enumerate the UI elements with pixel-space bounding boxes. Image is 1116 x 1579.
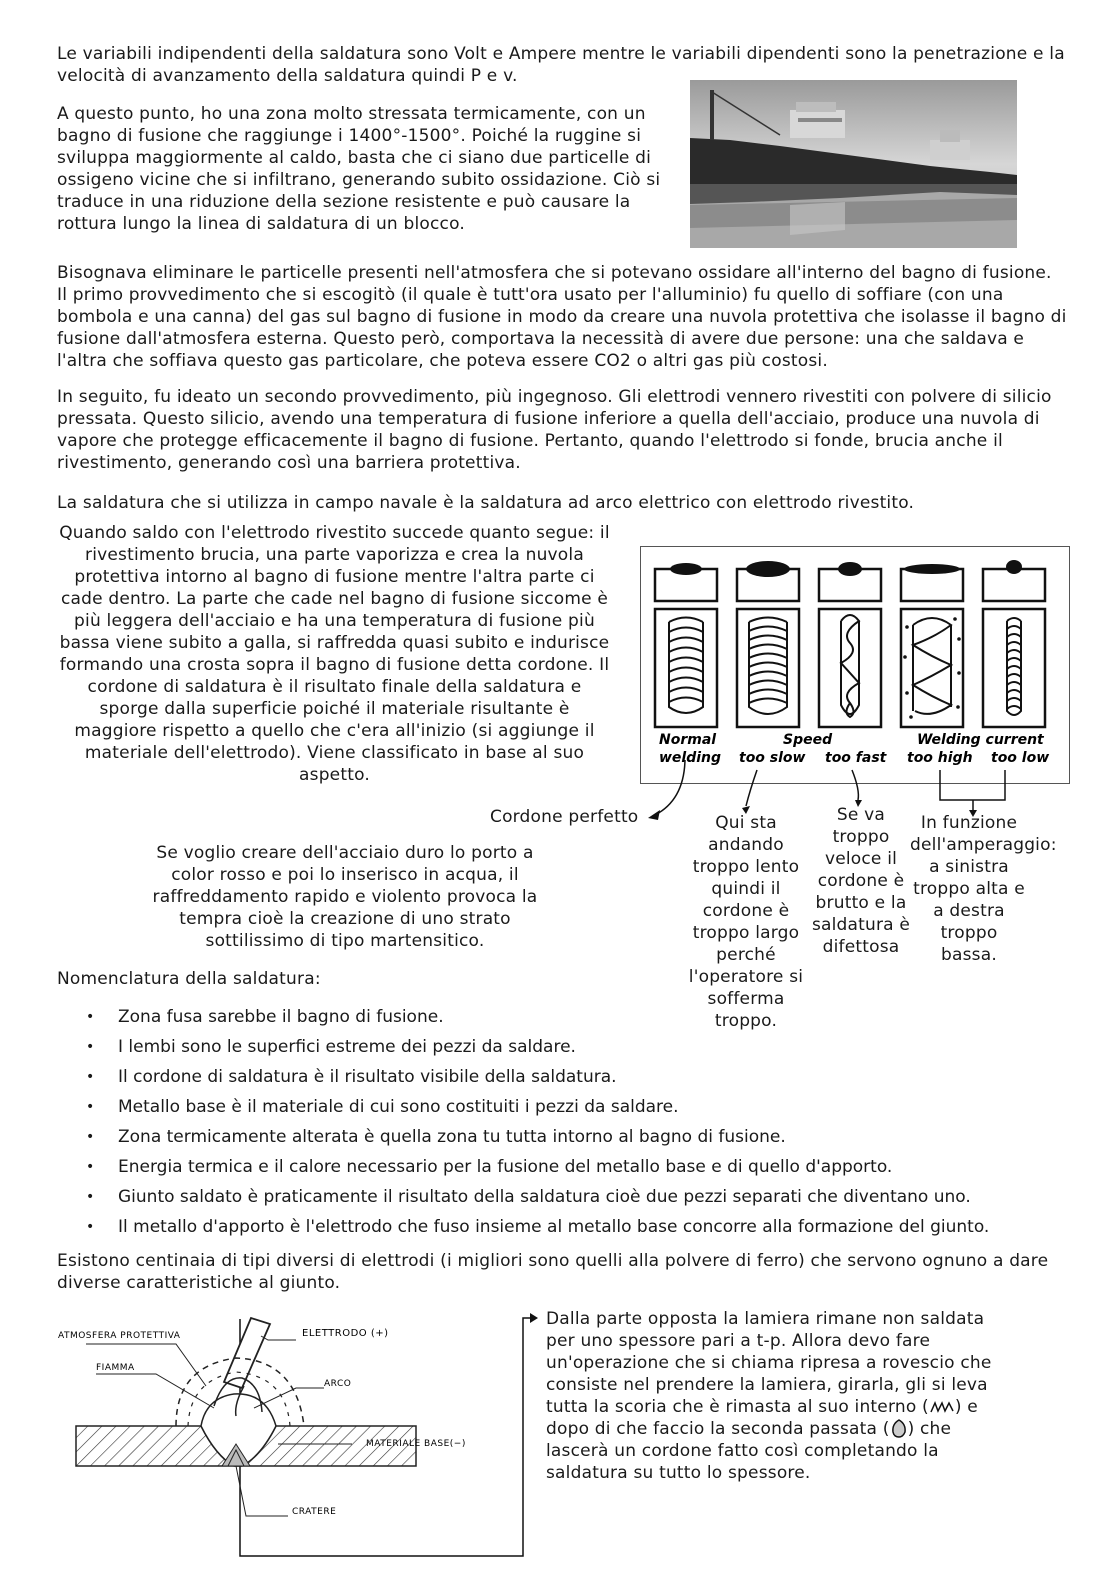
label-materiale-base: MATERIALE BASE(−)	[366, 1439, 466, 1449]
intro-paragraph: Le variabili indipendenti della saldatura sono Volt e Ampere mentre le variabili dipendenti sono la penetrazione e la velocità di avanzamento della saldatura quindi P e v.	[57, 44, 1065, 86]
arrow-normal	[655, 760, 685, 815]
list-item: • Metallo base è il materiale di cui sono costituiti i pezzi da saldare.	[86, 1096, 1086, 1126]
label-atmosfera: ATMOSFERA PROTETTIVA	[58, 1331, 181, 1341]
list-item: • Il metallo d'apporto è l'elettrodo che fuso insieme al metallo base concorre alla formazione del giunto.	[86, 1216, 1086, 1246]
slag-icon	[929, 1400, 955, 1414]
list-item: • Zona termicamente alterata è quella zona tu tutta intorno al bagno di fusione.	[86, 1126, 1086, 1156]
label-normal: Normal	[659, 732, 717, 748]
label-speed: Speed	[783, 732, 833, 748]
label-arco: ARCO	[324, 1379, 352, 1389]
label-too-slow: too slow	[739, 750, 806, 766]
label-welding: welding	[659, 750, 722, 766]
list-item: • Giunto saldato è praticamente il risultato della saldatura cioè due pezzi separati che diventano uno.	[86, 1186, 1086, 1216]
reverse-pass-paragraph	[546, 1308, 1016, 1484]
label-too-high: too high	[907, 750, 973, 766]
label-welding-current: Welding current	[917, 732, 1044, 748]
thermal-stress-paragraph: A questo punto, ho una zona molto stressata termicamente, con un bagno di fusione che raggiunge i 1400°-1500°. Poiché la ruggine si sviluppa maggiormente al caldo, basta che ci siano due particelle di ossigeno vicine che si infiltrano, generando subito ossidazione. Ciò si traduce in una riduzione della sezione resistente e può causare la rottura lungo la linea di saldatura di un blocco.	[57, 104, 661, 234]
reverse-pass-text-3: ) che lascerà un cordone fatto così completando la saldatura su tutto lo spessore.	[546, 1419, 952, 1483]
nomenclature-title: Nomenclatura della saldatura:	[57, 969, 321, 989]
reverse-pass-text-1: Dalla parte opposta la lamiera rimane non saldata per uno spessore pari a t-p. Allora devo fare un'operazione che si chiama ripresa a rovescio che consiste nel prendere la lamiera, girarla, gli si leva tutta la scoria che è rimasta al suo interno (	[546, 1309, 992, 1417]
list-item: • Il cordone di saldatura è il risultato visibile della saldatura.	[86, 1066, 1086, 1096]
tempra-paragraph: Se voglio creare dell'acciaio duro lo porto a color rosso e poi lo inserisco in acqua, il raffreddamento rapido e violento provoca la tempra cioè la creazione di uno strato sottilissimo di tipo martensitico.	[152, 843, 538, 951]
arc-welding-diagram	[56, 1316, 486, 1534]
naval-welding-paragraph: La saldatura che si utilizza in campo navale è la saldatura ad arco elettrico con elettrodo rivestito.	[57, 493, 915, 513]
label-cratere: CRATERE	[292, 1507, 337, 1517]
label-too-low: too low	[991, 750, 1050, 766]
label-too-fast: too fast	[825, 750, 887, 766]
list-item: • Energia termica e il calore necessario per la fusione del metallo base e di quello d'apporto.	[86, 1156, 1086, 1186]
cordone-paragraph: Quando saldo con l'elettrodo rivestito succede quanto segue: il rivestimento brucia, una parte vaporizza e crea la nuvola protettiva intorno al bagno di fusione mentre l'altra parte ci cade dentro. La parte che cade nel bagno di fusione siccome è più leggera dell'acciaio e ha una temperatura di fusione più bassa viene subito a galla, si raffredda quasi subito e indurisce formando una crosta sopra il bagno di fusione detta cordone. Il cordone di saldatura è il risultato finale della saldatura e sporge dalla superficie poiché il materiale risultante è maggiore rispetto a quello che c'era all'inizio (si aggiunge il materiale dell'elettrodo). Viene classificato in base al suo aspetto.	[59, 523, 610, 785]
note-too-fast: Se va troppo veloce il cordone è brutto e la saldatura è difettosa	[811, 805, 911, 957]
label-fiamma: FIAMMA	[96, 1363, 135, 1373]
list-item: • Zona fusa sarebbe il bagno di fusione.	[86, 1006, 1086, 1036]
note-cordone-perfetto: Cordone perfetto	[490, 807, 639, 827]
gas-shield-paragraph: Bisognava eliminare le particelle presenti nell'atmosfera che si potevano ossidare all'interno del bagno di fusione. Il primo provvedimento che si escogitò (il quale è tutt'ora usato per l'alluminio) fu quello di soffiare (con una bombola e una canna) del gas sul bagno di fusione in modo da creare una nuvola protettiva che isolasse il bagno di fusione dall'atmosfera esterna. Questo però, comportava la necessità di avere due persone: una che saldava e l'altra che soffiava questo gas particolare, che poteva essere CO2 o altri gas più costosi.	[57, 263, 1067, 371]
list-item: • I lembi sono le superfici estreme dei pezzi da saldare.	[86, 1036, 1086, 1066]
note-current: In funzione dell'amperaggio: a sinistra troppo alta e a destra troppo bassa.	[910, 813, 1057, 965]
nomenclature-list	[86, 1006, 1086, 1246]
note-too-slow: Qui sta andando troppo lento quindi il cordone è troppo largo perché l'operatore si sofferma troppo.	[688, 813, 804, 1031]
label-elettrodo: ELETTRODO (+)	[302, 1328, 389, 1339]
bead-icon	[890, 1418, 908, 1438]
electrode-types-paragraph: Esistono centinaia di tipi diversi di elettrodi (i migliori sono quelli alla polvere di ferro) che servono ognuno a dare diverse caratteristiche al giunto.	[57, 1251, 1049, 1293]
reverse-pass-text-2: ) e dopo di che faccio la seconda passata (	[546, 1397, 978, 1439]
coated-electrode-paragraph: In seguito, fu ideato un secondo provvedimento, più ingegnoso. Gli elettrodi vennero rivestiti con polvere di silicio pressata. Questo silicio, avendo una temperatura di fusione inferiore a quella dell'acciaio, produce una nuvola di vapore che protegge efficacemente il bagno di fusione. Pertanto, quando l'elettrodo si fonde, brucia anche il rivestimento, generando così una barriera protettiva.	[57, 387, 1052, 473]
